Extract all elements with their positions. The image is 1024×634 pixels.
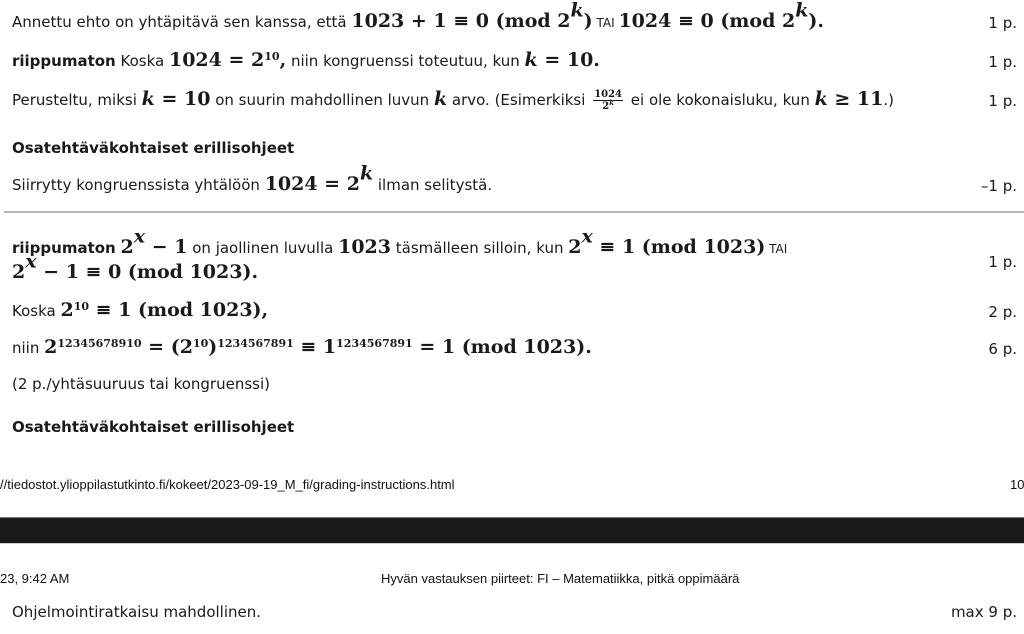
print-datetime: 23, 9:42 AM xyxy=(0,571,70,586)
tai-label: TAI xyxy=(765,242,788,256)
math-expression: $1024 = 2^k$ xyxy=(264,162,374,195)
criterion-row-k-value: riippumaton Koska $1024 = 2^{10}$, niin kongruenssi toteutuu, kun k = 10. xyxy=(12,49,600,71)
math-expression: $1024 = 2^{10}$, xyxy=(168,49,287,71)
max-points-label: max 9 p. xyxy=(950,603,1017,621)
independent-label: riippumaton xyxy=(12,239,116,257)
math-expression: k = 10 xyxy=(141,88,211,110)
points-label: 1 p. xyxy=(988,14,1017,32)
math-expression: 1023 + 1 ≡ 0 (mod 2$^k$) xyxy=(351,0,593,32)
section-divider xyxy=(4,211,1024,213)
criterion-row-because: Koska $2^{10} \equiv 1$ (mod 1023), xyxy=(12,299,269,321)
math-expression: $2^x - 1 \equiv 0$ (mod 1023). xyxy=(12,250,259,283)
points-label: 2 p. xyxy=(988,303,1017,321)
points-label: –1 p. xyxy=(980,177,1017,195)
criterion-row-congruence xyxy=(12,0,1024,32)
math-expression: 1024 ≡ 0 (mod 2$^k$). xyxy=(618,0,824,32)
math-variable: k xyxy=(433,88,448,110)
page-number: 10 xyxy=(1010,477,1024,492)
criterion-row-justification: Perusteltu, miksi k = 10 on suurin mahdollinen luvun k arvo. (Esimerkiksi $\frac{1024}{2^k}$ ei ole kokonaisluku, kun k ≥ 11.) xyxy=(12,88,894,112)
math-expression: k = 10. xyxy=(524,49,600,71)
deduction-row: Siirrytty kongruenssista yhtälöön $1024 = 2^k$ ilman selitystä. xyxy=(12,162,493,195)
points-note: (2 p./yhtäsuuruus tai kongruenssi) xyxy=(12,375,270,393)
math-number: 1023 xyxy=(338,236,391,258)
next-page-text: Ohjelmointiratkaisu mahdollinen. xyxy=(12,603,262,621)
tai-label: TAI xyxy=(592,16,619,30)
criterion-row-divisibility: riippumaton $2^x - 1$ on jaollinen luvulla 1023 täsmälleen silloin, kun $2^x \equiv 1$ (mod 1023) TAI xyxy=(12,225,788,258)
section-heading: Osatehtäväkohtaiset erillisohjeet xyxy=(12,139,295,157)
fraction: $\frac{1024}{2^k}$ xyxy=(594,89,623,112)
math-expression: $2^x \equiv 1$ (mod 1023) xyxy=(568,225,766,258)
points-label: 1 p. xyxy=(988,53,1017,71)
math-expression: $2^{12345678910} = (2^{10})^{1234567891} \equiv 1^{1234567891} = 1$ (mod 1023). xyxy=(44,336,592,358)
section-heading: Osatehtäväkohtaiset erillisohjeet xyxy=(12,418,295,436)
points-label: 1 p. xyxy=(988,92,1017,110)
math-expression: $2^{10} \equiv 1$ (mod 1023), xyxy=(60,299,269,321)
print-title: Hyvän vastauksen piirteet: FI – Matematiikka, pitkä oppimäärä xyxy=(381,571,740,586)
page-url[interactable]: //tiedostot.ylioppilastutkinto.fi/kokeet/2023-09-19_M_fi/grading-instructions.html xyxy=(0,477,455,492)
math-expression: $2^x - 1$ xyxy=(120,225,188,258)
points-label: 1 p. xyxy=(988,253,1017,271)
criterion-row-conclusion: niin $2^{12345678910} = (2^{10})^{1234567891} \equiv 1^{1234567891} = 1$ (mod 1023). xyxy=(12,336,592,358)
criterion-row-divisibility-line2 xyxy=(12,250,1024,283)
criterion-text: Annettu ehto on yhtäpitävä sen kanssa, että xyxy=(12,13,352,31)
page-break-band xyxy=(0,517,1024,544)
independent-label: riippumaton xyxy=(12,52,116,70)
math-expression: k ≥ 11 xyxy=(814,88,884,110)
points-label: 6 p. xyxy=(988,340,1017,358)
